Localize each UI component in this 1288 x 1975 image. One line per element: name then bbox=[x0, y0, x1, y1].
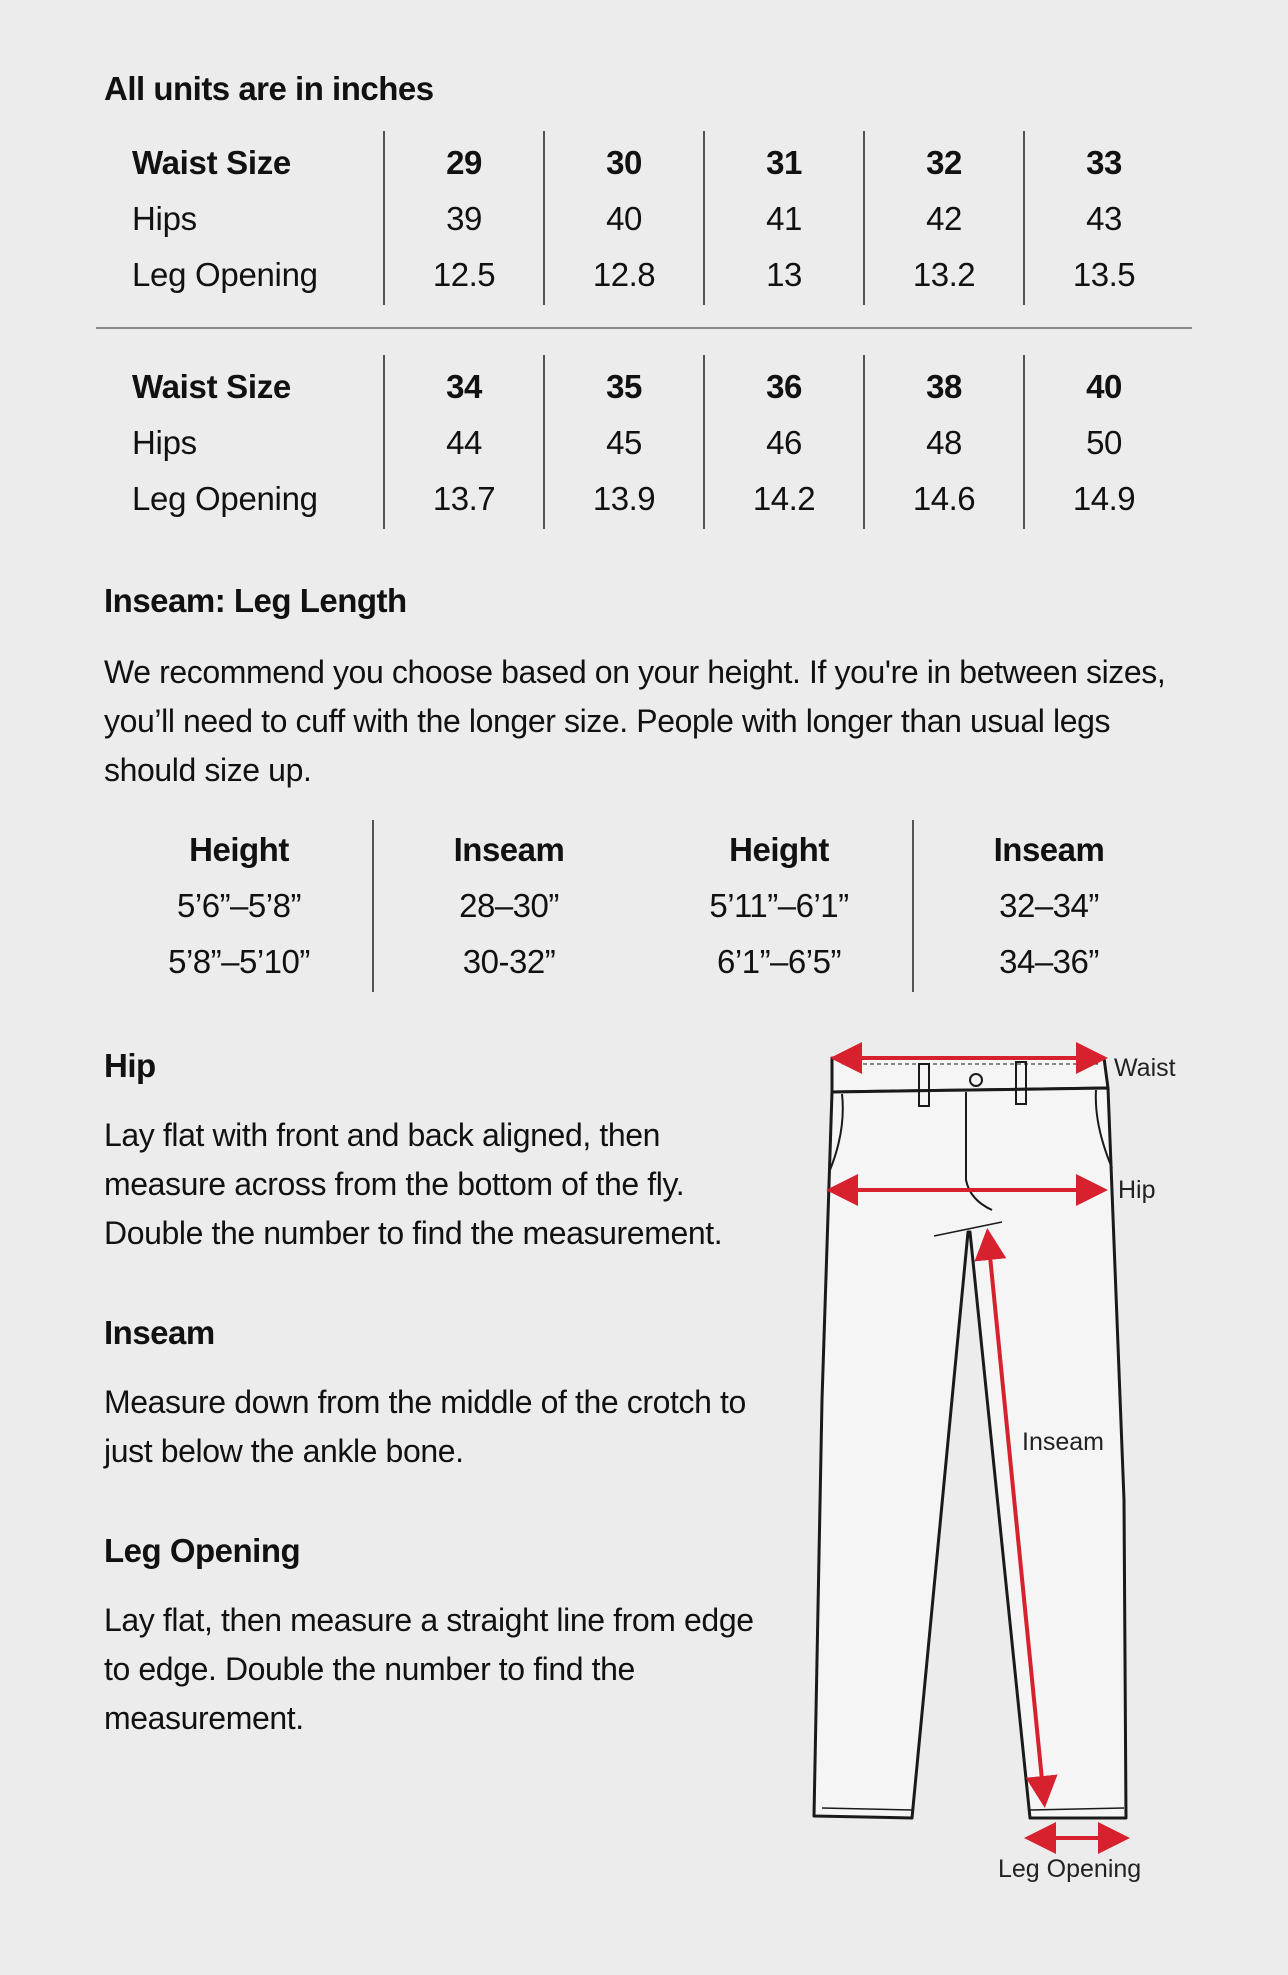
table-cell: 5’6”–5’8” bbox=[177, 887, 301, 924]
inseam-guide-text: Measure down from the middle of the crotch to just below the ankle bone. bbox=[104, 1384, 746, 1469]
table-cell: 32 bbox=[926, 144, 962, 181]
table-cell: 48 bbox=[926, 424, 962, 461]
table-cell: 40 bbox=[606, 200, 642, 237]
table-cell: 34–36” bbox=[999, 943, 1099, 980]
table-cell: 14.2 bbox=[752, 480, 816, 517]
table-cell: 46 bbox=[766, 424, 802, 461]
row-label: Waist Size bbox=[132, 144, 291, 181]
table-header: Height bbox=[729, 831, 829, 868]
table-cell: 42 bbox=[926, 200, 962, 237]
table-cell: 5’11”–6’1” bbox=[709, 887, 849, 924]
row-label: Hips bbox=[132, 200, 197, 237]
row-label: Leg Opening bbox=[132, 480, 318, 517]
leg-opening-guide-title: Leg Opening bbox=[104, 1532, 301, 1569]
table-cell: 44 bbox=[446, 424, 482, 461]
leg-opening-label: Leg Opening bbox=[998, 1855, 1142, 1883]
table-cell: 14.9 bbox=[1072, 480, 1136, 517]
table-cell: 36 bbox=[766, 368, 802, 405]
table-cell: 13.2 bbox=[912, 256, 976, 293]
inseam-section-title: Inseam: Leg Length bbox=[104, 582, 407, 619]
inseam-description: We recommend you choose based on your height. If you're in between sizes, you’ll need to cuff with the longer size. People with longer than usual legs should size up. bbox=[104, 654, 1166, 788]
units-title: All units are in inches bbox=[104, 70, 434, 107]
table-cell: 45 bbox=[606, 424, 642, 461]
table-cell: 12.8 bbox=[592, 256, 656, 293]
table-cell: 13.5 bbox=[1072, 256, 1136, 293]
hip-guide-title: Hip bbox=[104, 1047, 156, 1084]
table-cell: 30 bbox=[606, 144, 642, 181]
table-cell: 6’1”–6’5” bbox=[717, 943, 841, 980]
table-cell: 43 bbox=[1086, 200, 1122, 237]
table-cell: 13.7 bbox=[432, 480, 496, 517]
table-cell: 41 bbox=[766, 200, 802, 237]
table-cell: 33 bbox=[1086, 144, 1122, 181]
table-cell: 28–30” bbox=[459, 887, 559, 924]
table-cell: 39 bbox=[446, 200, 482, 237]
row-label: Leg Opening bbox=[132, 256, 318, 293]
table-cell: 34 bbox=[446, 368, 482, 405]
table-cell: 38 bbox=[926, 368, 962, 405]
hip-guide-text: Lay flat with front and back aligned, then measure across from the bottom of the fly. Double the number to find the measurement. bbox=[104, 1117, 723, 1251]
table-cell: 12.5 bbox=[432, 256, 496, 293]
waist-label: Waist bbox=[1114, 1054, 1176, 1082]
table-cell: 13 bbox=[766, 256, 802, 293]
leg-opening-guide-text: Lay flat, then measure a straight line from edge to edge. Double the number to find the measurement. bbox=[104, 1602, 754, 1736]
inseam-guide-title: Inseam bbox=[104, 1314, 215, 1351]
table-cell: 5’8”–5’10” bbox=[168, 943, 310, 980]
table-header: Height bbox=[189, 831, 289, 868]
row-label: Hips bbox=[132, 424, 197, 461]
inseam-label: Inseam bbox=[1022, 1428, 1104, 1456]
table-cell: 32–34” bbox=[999, 887, 1099, 924]
table-cell: 50 bbox=[1086, 424, 1122, 461]
table-cell: 14.6 bbox=[912, 480, 976, 517]
row-label: Waist Size bbox=[132, 368, 291, 405]
table-cell: 35 bbox=[606, 368, 642, 405]
table-header: Inseam bbox=[453, 831, 565, 868]
hip-label: Hip bbox=[1118, 1176, 1156, 1204]
table-cell: 40 bbox=[1086, 368, 1122, 405]
table-cell: 31 bbox=[766, 144, 802, 181]
table-header: Inseam bbox=[993, 831, 1105, 868]
table-cell: 13.9 bbox=[592, 480, 656, 517]
table-cell: 29 bbox=[446, 144, 482, 181]
table-cell: 30-32” bbox=[462, 943, 556, 980]
